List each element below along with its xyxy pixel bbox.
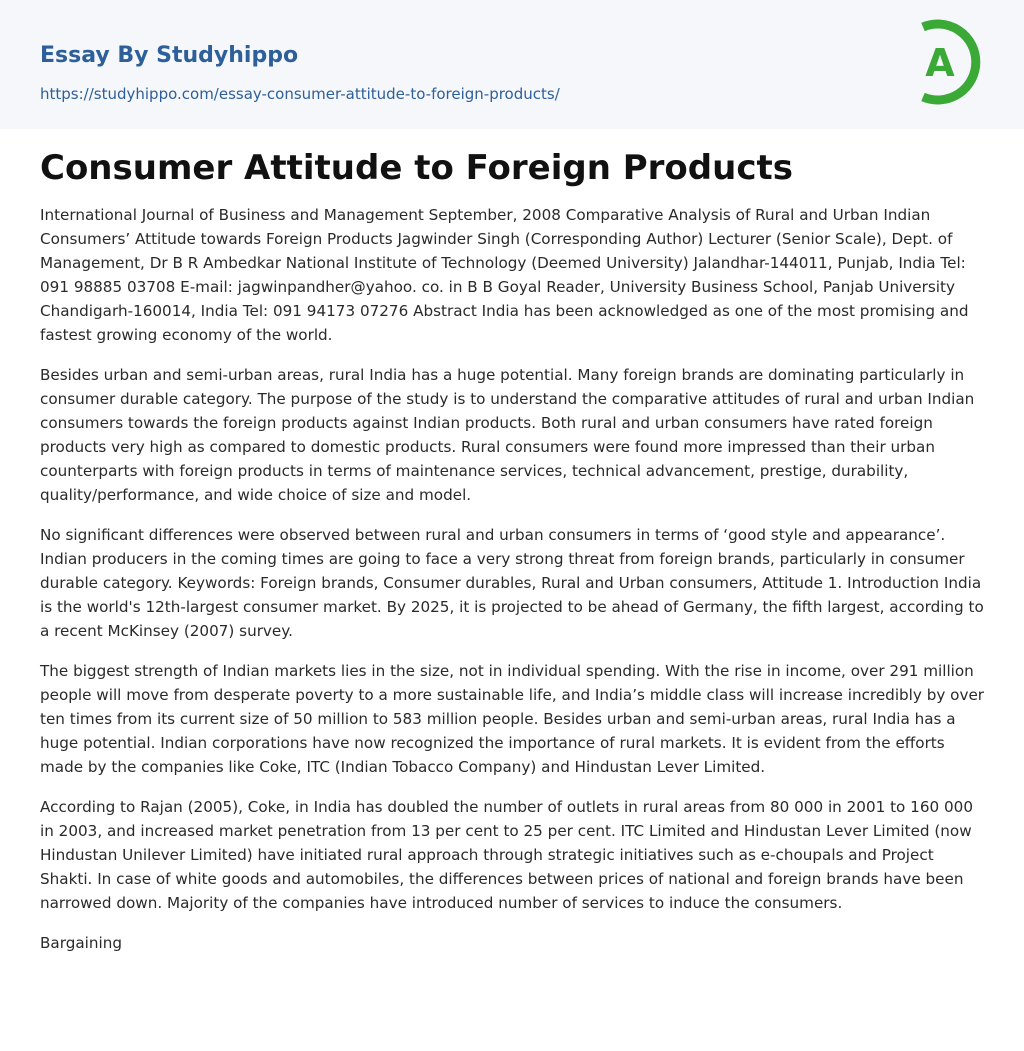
site-header xyxy=(0,0,1024,129)
studyhippo-logo-icon[interactable] xyxy=(896,18,988,106)
paragraph-5: According to Rajan (2005), Coke, in India has doubled the number of outlets in rural areas from 80 000 in 2001 to 160 000 in 2003, and increased market penetration from 13 per cent to 25 per cent. ITC Limited and Hindustan Lever Limited (now Hindustan Unilever Limited) have initiated rural approach through strategic initiatives such as e-choupals and Project Shakti. In case of white goods and automobiles, the differences between prices of national and foreign brands have been narrowed down. Majority of the companies have introduced number of services to induce the consumers. xyxy=(40,798,973,912)
logo-letter: A xyxy=(925,41,955,85)
paragraph-3: No significant differences were observed between rural and urban consumers in terms of ‘good style and appearance’. Indian producers in the coming times are going to face a very strong threat from foreign brands, particularly in consumer durable category. Keywords: Foreign brands, Consumer durables, Rural and Urban consumers, Attitude 1. Introduction India is the world's 12th-largest consumer market. By 2025, it is projected to be ahead of Germany, the fifth largest, according to a recent McKinsey (2007) survey. xyxy=(40,526,984,640)
paragraph-1: International Journal of Business and Management September, 2008 Comparative Analysis of Rural and Urban Indian Consumers’ Attitude towards Foreign Products Jagwinder Singh (Corresponding Author) Lecturer (Senior Scale), Dept. of Management, Dr B R Ambedkar National Institute of Technology (Deemed University) Jalandhar-144011, Punjab, India Tel: 091 98885 03708 E-mail: jagwinpandher@yahoo. co. in B B Goyal Reader, University Business School, Panjab University Chandigarh-160014, India Tel: 091 94173 07276 Abstract India has been acknowledged as one of the most promising and fastest growing economy of the world. xyxy=(40,206,969,344)
paragraph-2: Besides urban and semi-urban areas, rural India has a huge potential. Many foreign brands are dominating particularly in consumer durable category. The purpose of the study is to understand the comparative attitudes of rural and urban Indian consumers towards the foreign products against Indian products. Both rural and urban consumers have rated foreign products very high as compared to domestic products. Rural consumers were found more impressed than their urban counterparts with foreign products in terms of maintenance services, technical advancement, prestige, durability, quality/performance, and wide choice of size and model. xyxy=(40,366,975,504)
essay-url-link[interactable]: https://studyhippo.com/essay-consumer-attitude-to-foreign-products/ xyxy=(40,85,560,103)
paragraph-4: The biggest strength of Indian markets lies in the size, not in individual spending. With the rise in income, over 291 million people will move from desperate poverty to a more sustainable life, and India’s middle class will increase incredibly by over ten times from its current size of 50 million to 583 million people. Besides urban and semi-urban areas, rural India has a huge potential. Indian corporations have now recognized the importance of rural markets. It is evident from the efforts made by the companies like Coke, ITC (Indian Tobacco Company) and Hindustan Lever Limited. xyxy=(40,662,985,776)
paragraph-6: Bargaining xyxy=(40,934,122,952)
page-title: Consumer Attitude to Foreign Products xyxy=(40,148,793,188)
site-brand[interactable]: Essay By Studyhippo xyxy=(40,43,299,68)
article xyxy=(40,145,986,971)
